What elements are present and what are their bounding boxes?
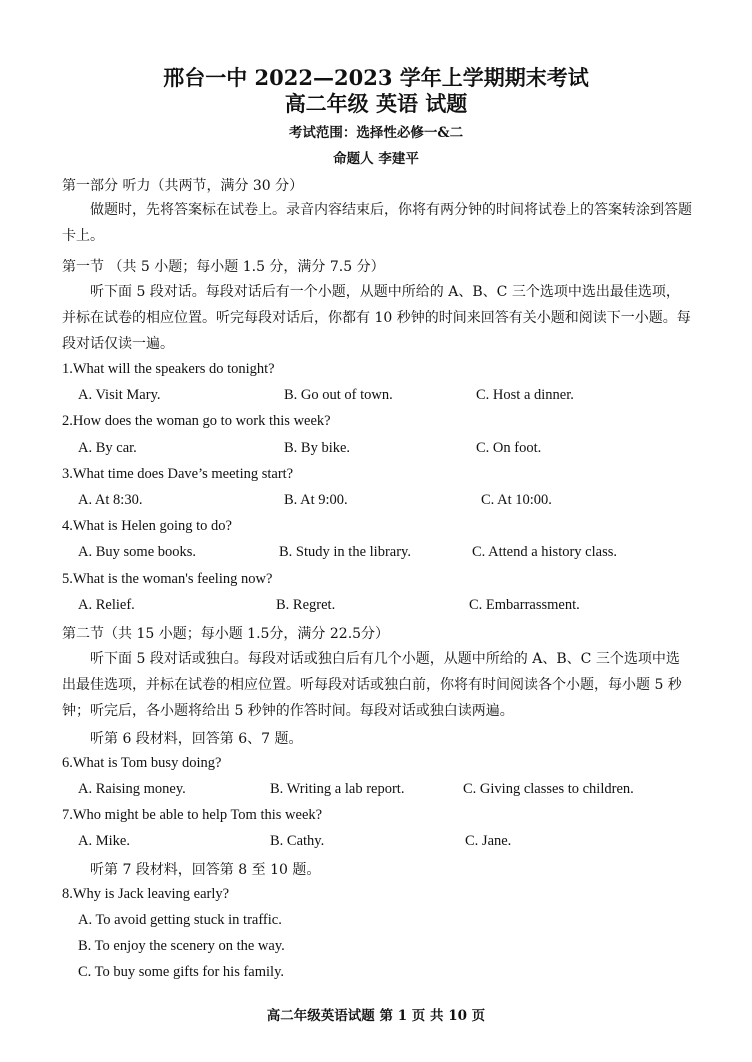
- part1-heading: 第一部分 听力（共两节，满分 30 分）: [62, 178, 304, 194]
- option-7b: B. Cathy.: [270, 833, 325, 849]
- option-2c: C. On foot.: [476, 440, 542, 456]
- material-7-note: 听第 7 段材料，回答第 8 至 10 题。: [90, 862, 321, 878]
- question-1: 1.What will the speakers do tonight?: [62, 361, 275, 377]
- question-8: 8.Why is Jack leaving early?: [62, 886, 230, 902]
- question-6: 6.What is Tom busy doing?: [62, 755, 222, 771]
- option-5c: C. Embarrassment.: [469, 597, 580, 613]
- option-6a: A. Raising money.: [78, 781, 186, 797]
- exam-scope: 考试范围：选择性必修一&二: [288, 125, 464, 141]
- exam-title: 邢台一中 2022—2023 学年上学期期末考试: [163, 65, 589, 90]
- part1-instruction: 做题时，先将答案标在试卷上。录音内容结束后，你将有两分钟的时间将试卷上的答案转涂到答题卡上。: [62, 202, 692, 244]
- question-3: 3.What time does Dave’s meeting start?: [62, 466, 294, 482]
- option-4b: B. Study in the library.: [279, 544, 411, 560]
- question-4: 4.What is Helen going to do?: [62, 518, 232, 534]
- option-1c: C. Host a dinner.: [476, 387, 574, 403]
- option-8b: B. To enjoy the scenery on the way.: [78, 938, 285, 954]
- option-4c: C. Attend a history class.: [472, 544, 617, 560]
- material-6-note: 听第 6 段材料，回答第 6、7 题。: [90, 731, 303, 747]
- question-5: 5.What is the woman's feeling now?: [62, 571, 273, 587]
- section2-heading: 第二节（共 15 小题；每小题 1.5分，满分 22.5分）: [62, 626, 390, 642]
- option-5a: A. Relief.: [78, 597, 135, 613]
- question-7: 7.Who might be able to help Tom this week?: [62, 807, 323, 823]
- option-3a: A. At 8:30.: [78, 492, 143, 508]
- section2-instruction: 听下面 5 段对话或独白。每段对话或独白后有几个小题，从题中所给的 A、B、C 三个选项中选出最佳选项，并标在试卷的相应位置。听每段对话或独白前，你将有时间阅读各个小题，每小题 5 秒钟；听完后，各小题将给出 5 秒钟的作答时间。每段对话或独白读两遍。: [62, 651, 682, 719]
- option-5b: B. Regret.: [276, 597, 336, 613]
- section1-instruction: 听下面 5 段对话。每段对话后有一个小题，从题中所给的 A、B、C 三个选项中选出最佳选项，并标在试卷的相应位置。听完每段对话后，你都有 10 秒钟的时间来回答有关小题和阅读下一小题。每段对话仅读一遍。: [62, 284, 691, 352]
- exam-subtitle: 高二年级 英语 试题: [284, 91, 468, 116]
- section1-heading: 第一节 （共 5 小题；每小题 1.5 分，满分 7.5 分）: [62, 259, 385, 275]
- option-4a: A. Buy some books.: [78, 544, 197, 560]
- option-1a: A. Visit Mary.: [78, 387, 161, 403]
- option-8a: A. To avoid getting stuck in traffic.: [78, 912, 282, 928]
- option-2a: A. By car.: [78, 440, 137, 456]
- option-2b: B. By bike.: [284, 440, 351, 456]
- option-1b: B. Go out of town.: [284, 387, 393, 403]
- option-6b: B. Writing a lab report.: [270, 781, 405, 797]
- option-8c: C. To buy some gifts for his family.: [78, 964, 285, 980]
- question-2: 2.How does the woman go to work this week?: [62, 413, 331, 429]
- option-6c: C. Giving classes to children.: [463, 781, 634, 797]
- page-footer: 高二年级英语试题 第 1 页 共 10 页: [266, 1008, 486, 1024]
- option-3c: C. At 10:00.: [481, 492, 552, 508]
- option-7c: C. Jane.: [465, 833, 512, 849]
- option-3b: B. At 9:00.: [284, 492, 348, 508]
- exam-author: 命题人 李建平: [333, 151, 419, 167]
- option-7a: A. Mike.: [78, 833, 130, 849]
